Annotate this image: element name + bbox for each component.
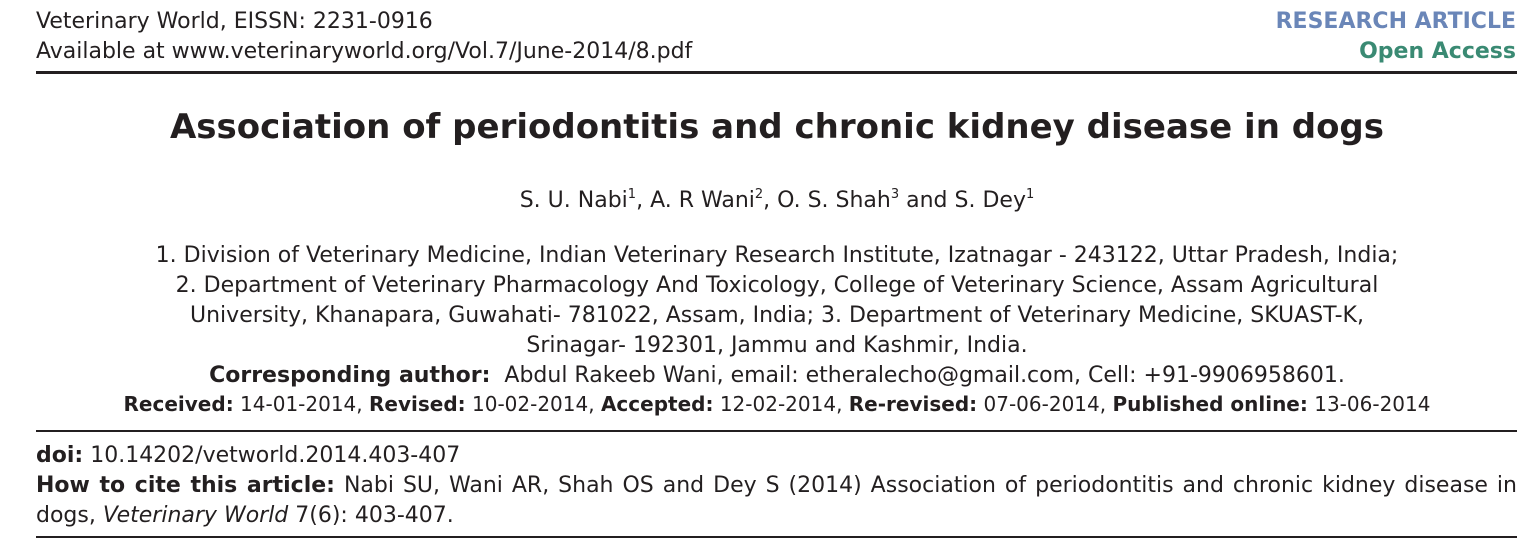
received-date: 14-01-2014 [240,392,357,416]
accepted-date: 12-02-2014 [719,392,837,416]
author-affiliation-mark: 2 [754,187,764,202]
affiliations [40,241,1514,391]
rerevised-date: 07-06-2014 [983,392,1100,416]
citation-block [36,441,1517,531]
author-affiliation-mark: 3 [890,187,900,202]
doi-line [36,441,1517,471]
published-date: 13-06-2014 [1314,392,1431,416]
how-to-cite-label: How to cite this article: [36,473,335,498]
author-name: S. U. Nabi [519,188,628,213]
citation-volume: 7(6): 403-407. [288,503,454,528]
revised-label: Revised: [369,392,466,416]
publication-dates: Received: 14-01-2014, Revised: 10-02-2014, Accepted: 12-02-2014, Re-revised: 07-06-2014, Published online: 13-06-2014 [123,392,1431,416]
availability-url[interactable]: Available at www.veterinaryworld.org/Vol.7/June-2014/8.pdf [36,39,693,64]
affiliation-line: 2. Department of Veterinary Pharmacology And Toxicology, College of Veterinary Science, Assam Agricultural [175,273,1379,298]
corresponding-author [40,361,1514,391]
author-separator: , [636,188,651,213]
author-affiliation-mark: 1 [1025,187,1035,202]
published-label: Published online: [1112,392,1308,416]
doi-value[interactable]: 10.14202/vetworld.2014.403-407 [90,443,461,468]
accepted-label: Accepted: [600,392,714,416]
citation-divider [36,536,1517,538]
corresponding-author-details: Abdul Rakeeb Wani, email: etheralecho@gmail.com, Cell: +91-9906958601. [504,363,1345,388]
article-badges [1276,7,1516,67]
author-affiliation-mark: 1 [627,187,637,202]
rerevised-label: Re-revised: [848,392,978,416]
author-name: A. R Wani [650,188,755,213]
dates-divider [36,430,1517,432]
doi-label: doi: [36,443,84,468]
affiliation-line: 1. Division of Veterinary Medicine, Indian Veterinary Research Institute, Izatnagar - 243122, Uttar Pradesh, India; [155,243,1399,268]
author-separator: , [763,188,778,213]
author-list [0,183,1538,219]
revised-date: 10-02-2014 [472,392,589,416]
corresponding-author-label: Corresponding author: [209,363,491,388]
citation-text: Nabi SU, Wani AR, Shah OS and Dey S (2014) Association of periodontitis and chronic kidney disease in dogs, [36,473,1517,528]
received-label: Received: [123,392,234,416]
affiliation-line: Srinagar- 192301, Jammu and Kashmir, India. [526,333,1028,358]
journal-info: Veterinary World, EISSN: 2231-0916 [36,9,433,34]
paper-title: Association of periodontitis and chronic kidney disease in dogs [169,107,1385,147]
author-name: S. Dey [954,188,1026,213]
article-type-label: RESEARCH ARTICLE [1275,9,1516,34]
affiliation-line: University, Khanapara, Guwahati- 781022, Assam, India; 3. Department of Veterinary Medicine, SKUAST-K, [190,303,1364,328]
how-to-cite [36,471,1517,531]
author-separator: and [899,188,955,213]
author-name: O. S. Shah [777,188,891,213]
citation-journal: Veterinary World [102,503,289,528]
open-access-label: Open Access [1359,39,1516,64]
journal-header [36,7,692,67]
header-divider [36,71,1517,74]
